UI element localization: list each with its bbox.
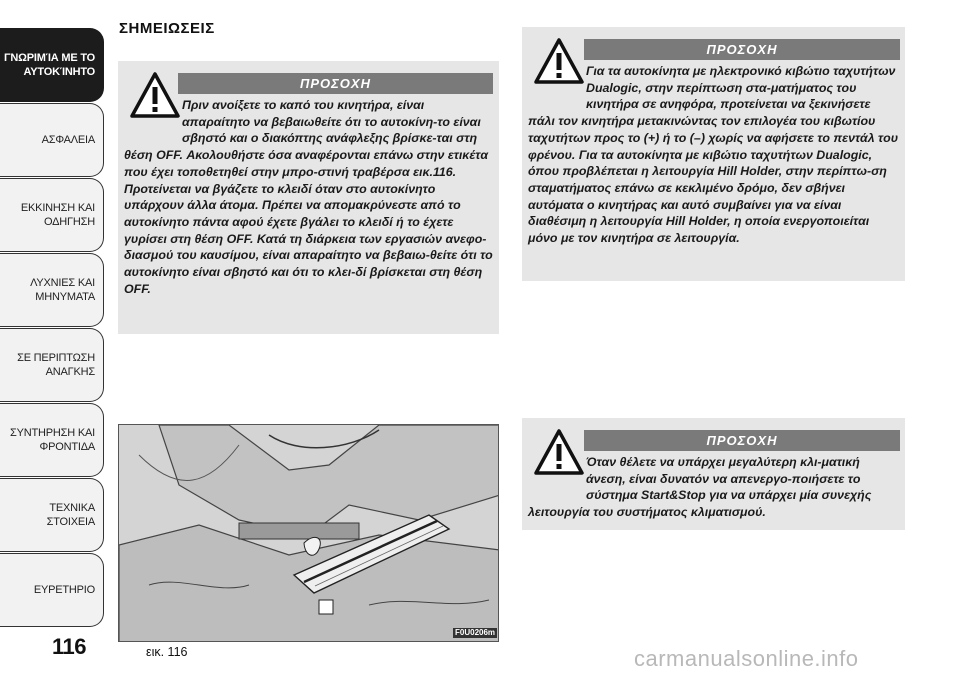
figure-engine-label [118, 424, 499, 642]
tab-getting-to-know[interactable]: ΓΝΩΡΙΜΊΑ ΜΕ ΤΟ ΑΥΤΟΚΊΝΗΤΟ [0, 28, 104, 102]
warning-heading: ΠΡΟΣΟΧΗ [178, 73, 493, 94]
warning-heading: ΠΡΟΣΟΧΗ [584, 39, 900, 60]
tab-maintenance[interactable]: ΣΥΝΤΗΡΗΣΗ ΚΑΙ ΦΡΟΝΤΙΔΑ [0, 403, 104, 477]
figure-code: F0U0206m [455, 628, 496, 637]
figure-caption: εικ. 116 [146, 645, 188, 659]
tab-lights-messages[interactable]: ΛΥΧΝΙΕΣ ΚΑΙ ΜΗΝΥΜΑΤΑ [0, 253, 104, 327]
warning-box-startstop [522, 418, 905, 530]
tab-index[interactable]: ΕΥΡΕΤΗΡΙΟ [0, 553, 104, 627]
chapter-sidebar [0, 0, 104, 640]
warning-text: Όταν θέλετε να υπάρχει μεγαλύτερη κλι-ματική άνεση, είναι δυνατόν να απενεργο-ποιήσετε το σύστημα Start&Stop για να υπάρχει μία συνεχής λειτουργία του συστήματος κλιματισμού. [528, 455, 872, 520]
warning-heading: ΠΡΟΣΟΧΗ [584, 430, 900, 451]
tab-technical-data[interactable]: ΤΕΧΝΙΚΑ ΣΤΟΙΧΕΙΑ [0, 478, 104, 552]
section-title: ΣΗΜΕΙΩΣΕΙΣ [119, 20, 215, 37]
warning-text: Για τα αυτοκίνητα με ηλεκτρονικό κιβώτιο ταχυτήτων Dualogic, στην περίπτωση στα-ματήματος του κινητήρα σε ανηφόρα, προτείνεται να ξεκινήσετε πάλι τον κινητήρα μετακινώντας τον επιλογέα του κιβωτίου ταχυτήτων προς το (+) ή το (–) χωρίς να αφήσετε το πεντάλ του φρένου. Για τα αυτοκίνητα με κιβώτιο ταχυτήτων Dualogic, όπου προβλέπεται η λειτουργία Hill Holder, στην περίπτω-ση σταματήματος επάνω σε κεκλιμένο δρόμο, δεν σβήνει αυτόματα ο κινητήρας και αυτό συμβαίνει για να είναι διαθέσιμη η λειτουργία Hill Holder, η οποία ενεργοποιείται μόνο με τον κινητήρα σε λειτουργία. [528, 64, 899, 246]
warning-box-hood [118, 61, 499, 334]
tab-starting-driving[interactable]: ΕΚΚΙΝΗΣΗ ΚΑΙ ΟΔΗΓΗΣΗ [0, 178, 104, 252]
tab-emergency[interactable]: ΣΕ ΠΕΡΙΠΤΩΣΗ ΑΝΑΓΚΗΣ [0, 328, 104, 402]
warning-box-dualogic [522, 27, 905, 281]
tab-safety[interactable]: ΑΣΦΑΛΕΙΑ [0, 103, 104, 177]
watermark: carmanualsonline.info [634, 646, 859, 671]
page-number: 116 [52, 634, 86, 659]
warning-text: Πριν ανοίξετε το καπό του κινητήρα, είναι απαραίτητο να βεβαιωθείτε ότι το αυτοκίνη-το είναι σβηστό και ο διακόπτης ανάφλεξης βρίσκε-ται στη θέση OFF. Ακολουθήστε όσα αναφέρονται επάνω στην ετικέτα που έχει τοποθετηθεί στην μπρο-στινή τραβέρσα εικ.116. Προτείνεται να βγάζετε το κλειδί όταν στο αυτοκίνητο υπάρχουν άλλα άτομα. Πρέπει να απομακρύνεστε από το αυτοκίνητο πάντα αφού έχετε βγάλει το κλειδί ή το έχετε γυρίσει στη θέση OFF. Κατά τη διάρκεια των εργασιών ανεφο-διασμού του καυσίμου, είναι απαραίτητο να βεβαιω-θείτε ότι το αυτοκίνητο είναι σβηστό και ότι το κλει-δί βρίσκεται στη θέση OFF. [124, 98, 493, 296]
engine-bay-illustration [119, 425, 499, 642]
